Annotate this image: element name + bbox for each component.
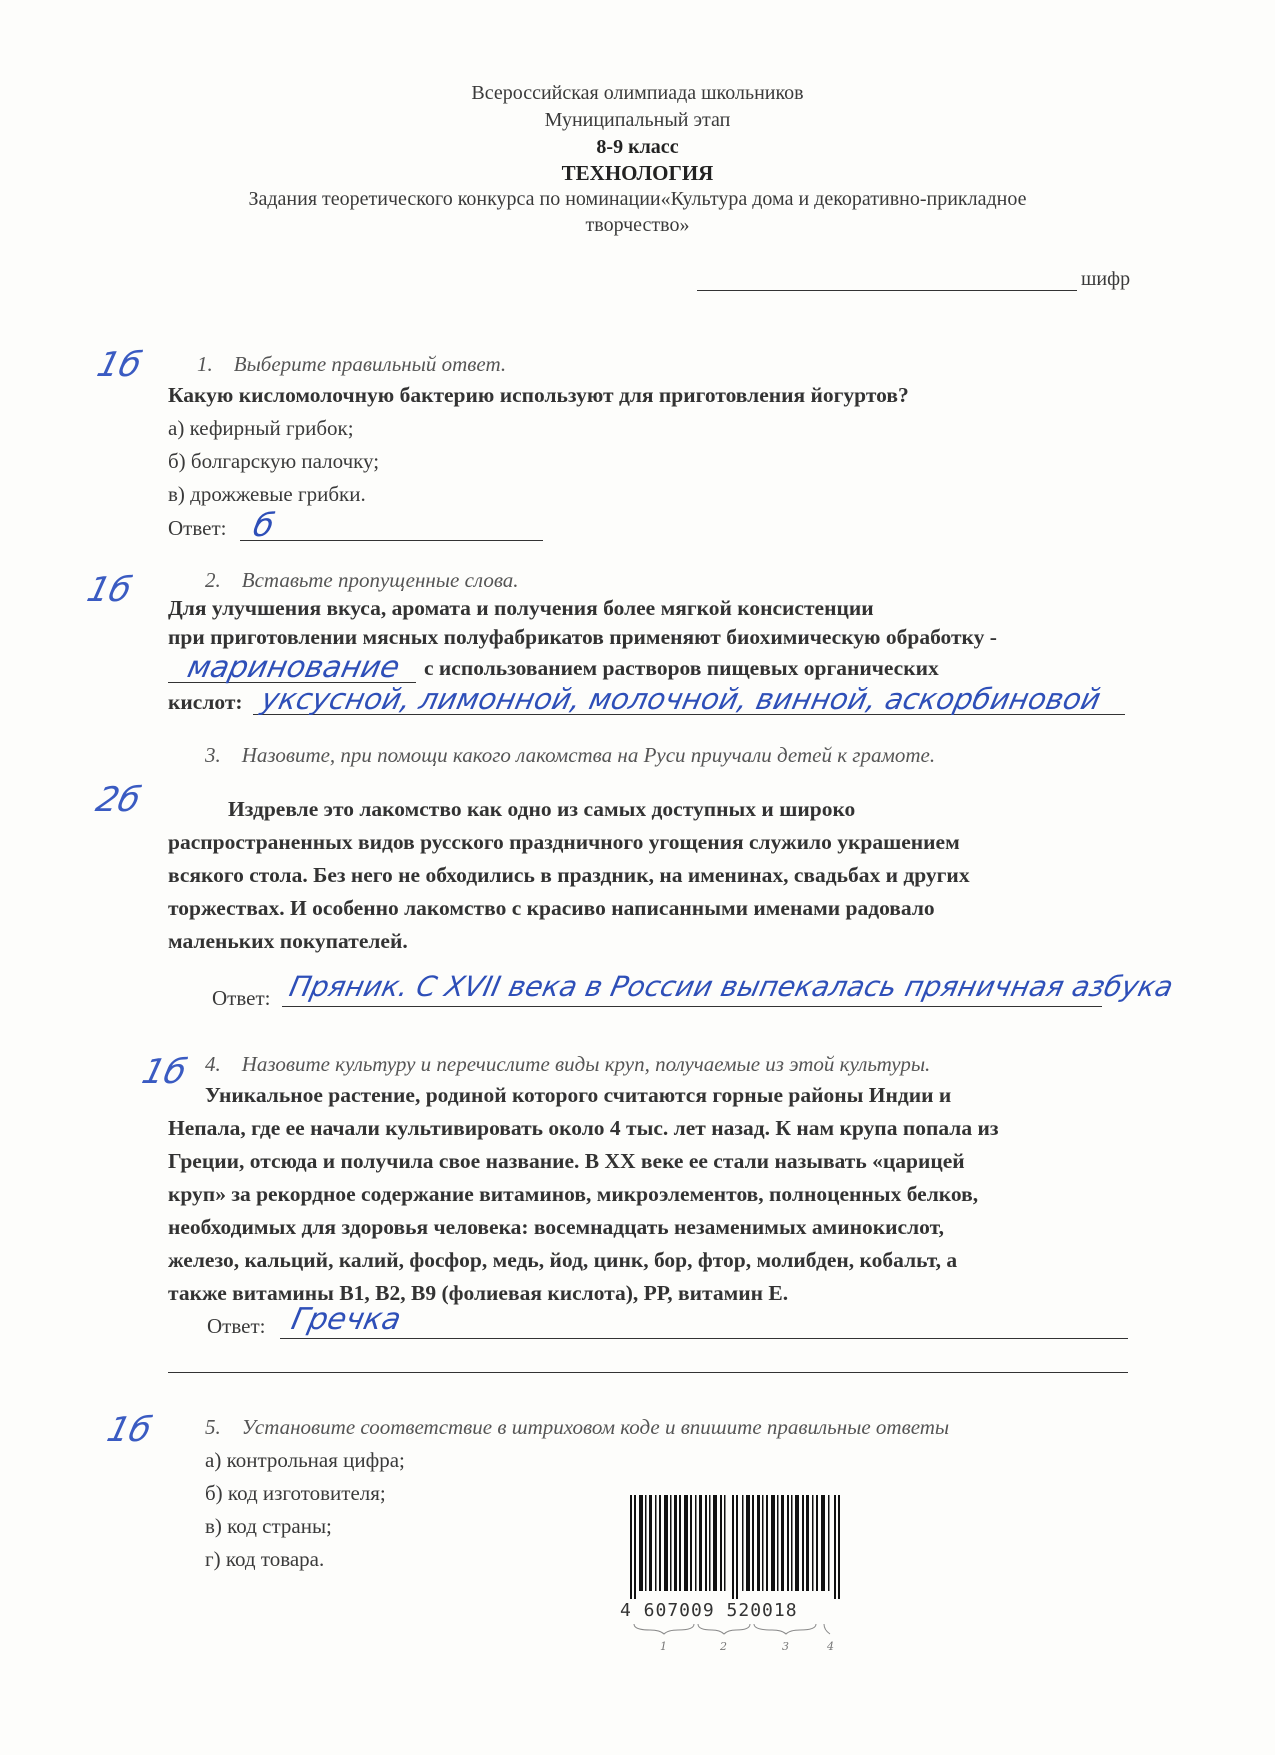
task-5-option-a: а) контрольная цифра; <box>205 1448 405 1472</box>
task-4-line-1: Уникальное растение, родиной которого считаются горные районы Индии и <box>205 1083 952 1107</box>
task-2-blank-1-answer[interactable]: маринование <box>184 650 403 685</box>
barcode-brackets <box>620 1622 850 1656</box>
task-2-instruction: 2. Вставьте пропущенные слова. <box>205 568 519 592</box>
task-4-answer-line <box>280 1338 1128 1339</box>
task-5-instruction: 5. Установите соответствие в штриховом коде и впишите правильные ответы <box>205 1415 950 1439</box>
barcode-image <box>628 1495 842 1599</box>
task-2-blank-2-answer[interactable]: уксусной, лимонной, молочной, винной, аскорбиновой <box>258 682 1104 716</box>
competition-title-line1: Задания теоретического конкурса по номинации«Культура дома и декоративно-прикладное <box>248 188 1027 210</box>
task-3-answer[interactable]: Пряник. С XVII века в России выпекалась пряничная азбука <box>286 970 1177 1003</box>
task-3-line-3: всякого стола. Без него не обходились в праздник, на именинах, свадьбах и других <box>168 863 970 887</box>
task-4-answer-label: Ответ: <box>207 1314 266 1338</box>
task-1-instruction: 1. Выберите правильный ответ. <box>197 352 507 376</box>
task-2-text-3: с использованием растворов пищевых органических <box>424 656 939 680</box>
task-4-extra-line <box>168 1372 1128 1373</box>
task-2-text-4: кислот: <box>168 690 243 714</box>
task-3-instruction: 3. Назовите, при помощи какого лакомства на Руси приучали детей к грамоте. <box>205 743 936 767</box>
mark-3: 3 <box>782 1640 789 1653</box>
mark-1: 1 <box>660 1640 667 1653</box>
task-2-text-2: при приготовлении мясных полуфабрикатов применяют биохимическую обработку - <box>168 625 997 649</box>
task-3-line-4: торжествах. И особенно лакомство с красиво написанными именами радовало <box>168 896 935 920</box>
task-4-line-7: также витамины В1, В2, В9 (фолиевая кислота), РР, витамин Е. <box>168 1281 789 1305</box>
score-mark-5: 1б <box>103 1410 156 1450</box>
cipher-line[interactable] <box>697 290 1077 291</box>
score-mark-1: 1б <box>93 345 146 385</box>
task-1-answer-line <box>240 540 543 541</box>
task-5-option-c: в) код страны; <box>205 1514 332 1538</box>
mark-4: 4 <box>827 1640 834 1653</box>
task-1-option-c: в) дрожжевые грибки. <box>168 482 366 506</box>
task-1-answer-label: Ответ: <box>168 516 227 540</box>
task-3-line-1: Издревле это лакомство как одно из самых доступных и широко <box>228 797 856 821</box>
task-4-line-6: железо, кальций, калий, фосфор, медь, йод, цинк, бор, фтор, молибден, кобальт, а <box>168 1248 958 1272</box>
task-3-line-2: распространенных видов русского праздничного угощения служило украшением <box>168 830 960 854</box>
task-1-answer[interactable]: б <box>249 506 278 544</box>
task-1-option-a: а) кефирный грибок; <box>168 416 354 440</box>
score-mark-2: 1б <box>83 570 136 610</box>
task-5-option-b: б) код изготовителя; <box>205 1481 386 1505</box>
stage-title: Муниципальный этап <box>544 109 731 131</box>
task-5-option-d: г) код товара. <box>205 1547 325 1571</box>
task-3-line-5: маленьких покупателей. <box>168 929 408 953</box>
task-1-option-b: б) болгарскую палочку; <box>168 449 380 473</box>
score-mark-3: 2б <box>92 780 145 820</box>
cipher-label: шифр <box>1081 268 1131 290</box>
mark-2: 2 <box>720 1640 727 1653</box>
barcode-digits: 4 607009 520018 <box>620 1600 798 1621</box>
task-4-line-3: Греции, отсюда и получила свое название. В XX веке ее стали называть «царицей <box>168 1149 965 1173</box>
task-3-answer-label: Ответ: <box>212 986 271 1010</box>
task-3-answer-line <box>282 1006 1102 1007</box>
score-mark-4: 1б <box>138 1052 191 1092</box>
task-4-line-4: круп» за рекордное содержание витаминов, микроэлементов, полноценных белков, <box>168 1182 979 1206</box>
task-2-text-1: Для улучшения вкуса, аромата и получения более мягкой консистенции <box>168 596 874 620</box>
task-4-answer[interactable]: Гречка <box>288 1302 405 1337</box>
olympiad-title: Всероссийская олимпиада школьников <box>471 82 804 104</box>
task-4-line-5: необходимых для здоровья человека: восемнадцать незаменимых аминокислот, <box>168 1215 944 1239</box>
task-4-line-2: Непала, где ее начали культивировать около 4 тыс. лет назад. К нам крупа попала из <box>168 1116 999 1140</box>
task-4-instruction: 4. Назовите культуру и перечислите виды круп, получаемые из этой культуры. <box>205 1052 931 1076</box>
grade-title: 8-9 класс <box>596 136 679 158</box>
subject-title: ТЕХНОЛОГИЯ <box>561 161 714 185</box>
task-1-question: Какую кисломолочную бактерию используют для приготовления йогуртов? <box>168 383 909 407</box>
competition-title-line2: творчество» <box>585 214 690 236</box>
